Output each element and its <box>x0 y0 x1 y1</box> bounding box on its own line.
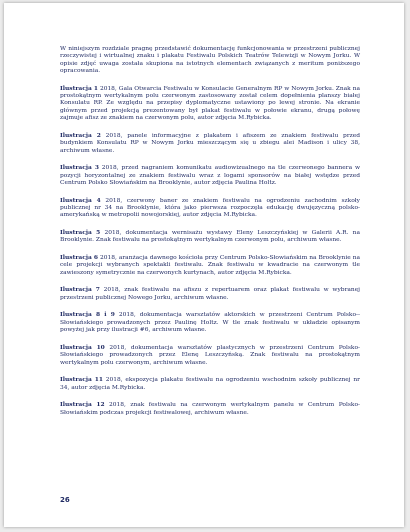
illustration-label: Ilustracja 3 <box>60 164 99 172</box>
illustration-label: Ilustracja 8 i 9 <box>60 311 115 319</box>
illustration-caption-3 <box>60 164 360 187</box>
illustration-label: Ilustracja 2 <box>60 131 101 139</box>
illustration-caption-1 <box>60 85 360 123</box>
illustration-label: Ilustracja 4 <box>60 196 101 204</box>
illustration-text: 2018, ekspozycja plakatu festiwalu na ogrodzeniu wschodnim szkoły publicznej nr 34, autor zdjęcia M.Rybicka. <box>60 377 360 391</box>
illustration-label: Ilustracja 5 <box>60 229 101 237</box>
intro-paragraph: W niniejszym rozdziale pragnę przedstawić dokumentację funkcjonowania w przestrzeni publicznej rzeczywistej i wirtualnej znaku i plakatu Festiwalu Polskich Teatrów Telewizji w Nowym Jorku. W opisie zdjęć uwaga została skupiona na istotnych elementach związanych z meritum poniższego opracowania. <box>60 46 360 75</box>
illustration-text: 2018, dokumentacja warsztatów plastycznych w przestrzeni Centrum Polsko-Słowiańskiego prowadzonych przez Elenę Leszczyńską. Znak festiwalu na prostokątnym wertykalnym polu czerwonym, archiwum własne. <box>60 344 360 366</box>
illustration-text: 2018, panele informacyjne z plakatem i afiszem ze znakiem festiwalu przed budynkiem Konsulatu RP w Nowym Jorku mieszczącym się u zbiegu alei Madison i ulicy 38, archiwum własne. <box>60 132 360 154</box>
illustration-text: 2018, znak festiwalu na czerwonym wertykalnym panelu w Centrum Polsko-Słowiańskim podczas projekcji festiwalowej, archiwum własne. <box>60 402 360 416</box>
illustration-label: Ilustracja 1 <box>60 84 98 92</box>
illustration-caption-8-9 <box>60 311 360 334</box>
illustration-caption-4 <box>60 197 360 220</box>
illustration-caption-7 <box>60 286 360 302</box>
page-number: 26 <box>60 496 70 504</box>
illustration-text: 2018, Gala Otwarcia Festiwalu w Konsulacie Generalnym RP w Nowym Jorku. Znak na prostokątnym wertykalnym polu czerwonym zastosowany został celem dopełnienia planszy białej Konsulatu RP. Ze względu na przepisy dyplomatyczne ustawiony po lewej stronie. Na ekranie głównym przed projekcją prezentowany był plakat festiwalu w połowie ekranu, drugą połowę zajmuje afisz ze znakiem na czerwonym polu, autor zdjęcia M.Rybicka. <box>60 85 360 122</box>
illustration-caption-11 <box>60 376 360 392</box>
illustration-label: Ilustracja 10 <box>60 343 105 351</box>
illustration-caption-12 <box>60 401 360 417</box>
illustration-caption-2 <box>60 132 360 155</box>
illustration-text: 2018, przed nagraniem komunikatu audiowizualnego na tle czerwonego bannera w pozycji horyzontalnej ze znakiem festiwalu wraz z logami sponsorów na białej wstędze przed Centrum Polsko Słowiańskim na Brooklynie, autor zdjęcia Paulina Holtz. <box>60 165 360 187</box>
illustration-text: 2018, dokumentacja warsztatów aktorskich w przestrzeni Centrum Polsko--Słowiańskiego prowadzonych przez Paulinę Holtz. W tle znak festiwalu w układzie opisanym powyżej jak przy ilustracji #6, archiwum własne. <box>60 312 361 334</box>
illustration-label: Ilustracja 11 <box>60 376 103 384</box>
illustration-text: 2018, znak festiwalu na afiszu z repertuarem oraz plakat festiwalu w wybranej przestrzeni publicznej Nowego Jorku, archiwum własne. <box>60 287 361 301</box>
page-content <box>60 46 360 426</box>
illustration-caption-5 <box>60 229 360 245</box>
document-page <box>4 3 404 527</box>
illustration-label: Ilustracja 6 <box>60 254 99 262</box>
illustration-label: Ilustracja 7 <box>60 286 100 294</box>
illustration-caption-6 <box>60 254 360 277</box>
illustration-text: 2018, aranżacja dawnego kościoła przy Centrum Polsko-Słowiańskim na Brooklynie na cele projekcji wybranych spektakli festiwalu. Znak festiwalu w kwadracie na czerwonym tle zawieszony symetrycznie na czerwonych kurtynach, autor zdjęcia M.Rybicka. <box>60 255 361 276</box>
illustration-text: 2018, dokumentacja wernisażu wystawy Eleny Leszczyńskiej w Galerii A.R. na Brooklynie. Znak festiwalu na prostokątnym wertykalnym czerwonym polu, archiwum własne. <box>60 230 360 244</box>
illustration-text: 2018, czerwony baner ze znakiem festiwalu na ogrodzeniu zachodnim szkoły publicznej nr 34 na Brooklynie, która jako pierwsza rozpoczęła edukację dwujęzyczną polsko-amerykańską w metropolii nowojorskiej, autor zdjęcia M.Rybicka. <box>60 197 360 219</box>
illustration-caption-10 <box>60 344 360 367</box>
illustration-label: Ilustracja 12 <box>60 401 105 409</box>
